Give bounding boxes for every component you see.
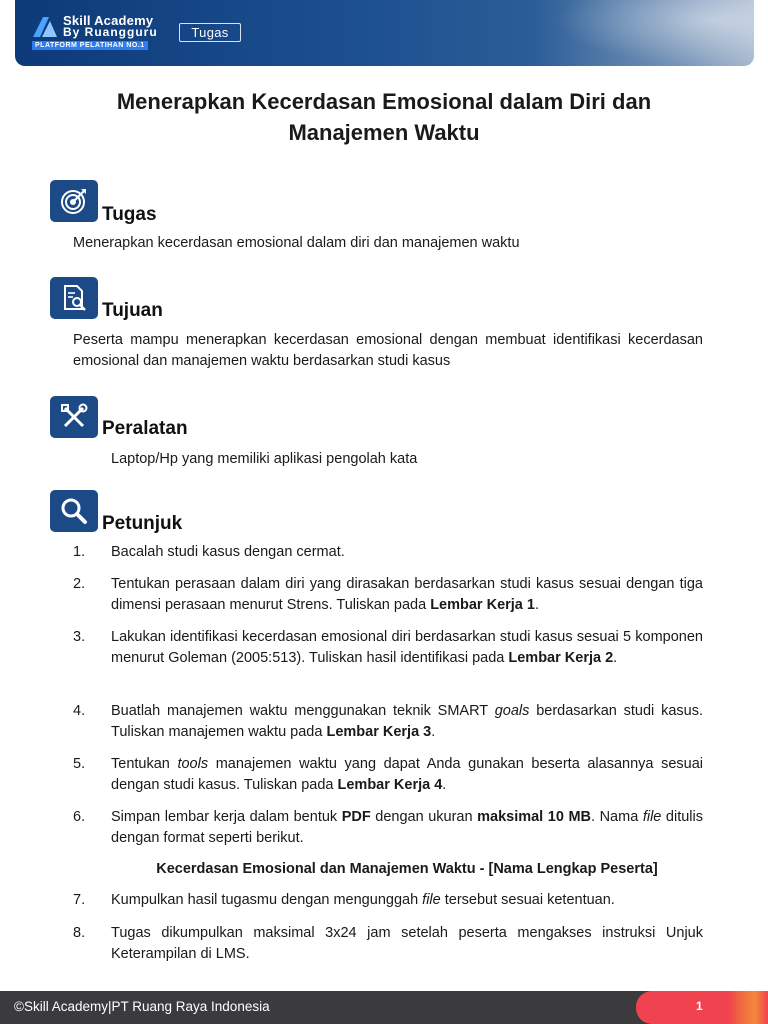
list-item-text: ditulis dengan format seperti berikut. xyxy=(111,809,704,846)
file-name-format: Kecerdasan Emosional dan Manajemen Waktu - [Nama Lengkap Peserta] xyxy=(156,861,658,877)
banner-glow xyxy=(554,0,754,66)
page-title-line1: Menerapkan Kecerdasan Emosional dalam Diri dan xyxy=(116,89,652,114)
list-item xyxy=(111,701,703,743)
list-item-text: Kumpulkan hasil tugasmu dengan mengunggah xyxy=(111,892,423,908)
list-item-text: Lembar Kerja 3 xyxy=(326,724,432,740)
list-item-text: Buatlah manajemen waktu menggunakan teknik SMART xyxy=(111,703,495,719)
list-item-text: . xyxy=(431,724,436,740)
magnifier-icon xyxy=(50,490,98,532)
document-type-badge: Tugas xyxy=(179,23,241,42)
list-item-text: Lakukan identifikasi kecerdasan emosional diri berdasarkan studi kasus sesuai 5 komponen menurut Goleman (2005:513). Tuliskan hasil identifikasi pada xyxy=(111,629,703,666)
list-item-text: . xyxy=(442,777,447,793)
list-item-text: dengan ukuran xyxy=(370,809,478,825)
section-text-tugas: Menerapkan kecerdasan emosional dalam diri dan manajemen waktu xyxy=(73,235,520,251)
list-item-number: 8. xyxy=(73,925,86,941)
list-item-text: Tentukan xyxy=(111,756,178,772)
list-item-text: file xyxy=(422,892,441,908)
list-item xyxy=(111,923,703,965)
list-item-text: manajemen waktu yang dapat Anda gunakan beserta alasannya sesuai dengan studi kasus. Tuliskan pada xyxy=(111,756,703,793)
list-item xyxy=(111,807,703,849)
list-item-number: 3. xyxy=(73,629,86,645)
list-item-text: . xyxy=(534,597,539,613)
list-item xyxy=(111,754,703,796)
skill-academy-logo-icon xyxy=(31,15,59,39)
header-banner xyxy=(15,0,754,66)
list-item-number: 1. xyxy=(73,544,86,560)
list-item-text: . xyxy=(613,650,618,666)
list-item-text: tersebut sesuai ketentuan. xyxy=(440,892,615,908)
section-text-peralatan: Laptop/Hp yang memiliki aplikasi pengolah kata xyxy=(111,451,418,467)
section-heading-tujuan: Tujuan xyxy=(102,300,163,321)
list-item-text: Tentukan perasaan dalam diri yang dirasakan berdasarkan studi kasus sesuai dengan tiga dimensi perasaan menurut Strens. Tuliskan pada xyxy=(111,576,703,613)
list-item-text: Bacalah studi kasus dengan cermat. xyxy=(111,544,345,560)
list-item-text: tools xyxy=(177,756,209,772)
page-title xyxy=(60,86,708,148)
list-item xyxy=(111,542,703,563)
list-item xyxy=(111,890,703,911)
list-item xyxy=(111,574,703,616)
list-item-number: 5. xyxy=(73,756,86,772)
brand-tagline: PLATFORM PELATIHAN NO.1 xyxy=(32,41,148,50)
list-item-text: maksimal 10 MB xyxy=(477,809,591,825)
document-search-icon xyxy=(50,277,98,319)
brand-name: Skill Academy xyxy=(63,13,154,28)
section-text-tujuan: Peserta mampu menerapkan kecerdasan emosional dengan membuat identifikasi kecerdasan emosional dan manajemen waktu berdasarkan studi kasus xyxy=(73,332,703,369)
list-item xyxy=(111,627,703,669)
list-item-text: Lembar Kerja 1 xyxy=(430,597,535,613)
brand-subtitle: By Ruangguru xyxy=(63,25,158,39)
target-icon xyxy=(50,180,98,222)
footer-copyright: ©Skill Academy|PT Ruang Raya Indonesia xyxy=(14,999,270,1014)
list-item-text: Simpan lembar kerja dalam bentuk xyxy=(111,809,342,825)
list-item-text: goals xyxy=(494,703,530,719)
list-item-text: . Nama xyxy=(591,809,643,825)
page-number: 1 xyxy=(696,999,703,1013)
section-heading-petunjuk: Petunjuk xyxy=(102,513,183,534)
section-heading-peralatan: Peralatan xyxy=(102,418,188,439)
list-item-number: 4. xyxy=(73,703,86,719)
list-item-text: berdasarkan studi kasus. Tuliskan manajemen waktu pada xyxy=(111,703,703,740)
list-item-text: Tugas dikumpulkan maksimal 3x24 jam setelah peserta mengakses instruksi Unjuk Keterampilan di LMS. xyxy=(111,925,703,962)
list-item-text: PDF xyxy=(341,809,371,825)
section-heading-tugas: Tugas xyxy=(102,204,157,225)
list-item-number: 6. xyxy=(73,809,86,825)
list-item-text: Lembar Kerja 2 xyxy=(508,650,614,666)
tools-icon xyxy=(50,396,98,438)
list-item-text: Lembar Kerja 4 xyxy=(337,777,443,793)
list-item-number: 2. xyxy=(73,576,86,592)
list-item-text: file xyxy=(642,809,662,825)
page-title-line2: Manajemen Waktu xyxy=(288,120,480,145)
list-item-number: 7. xyxy=(73,892,86,908)
